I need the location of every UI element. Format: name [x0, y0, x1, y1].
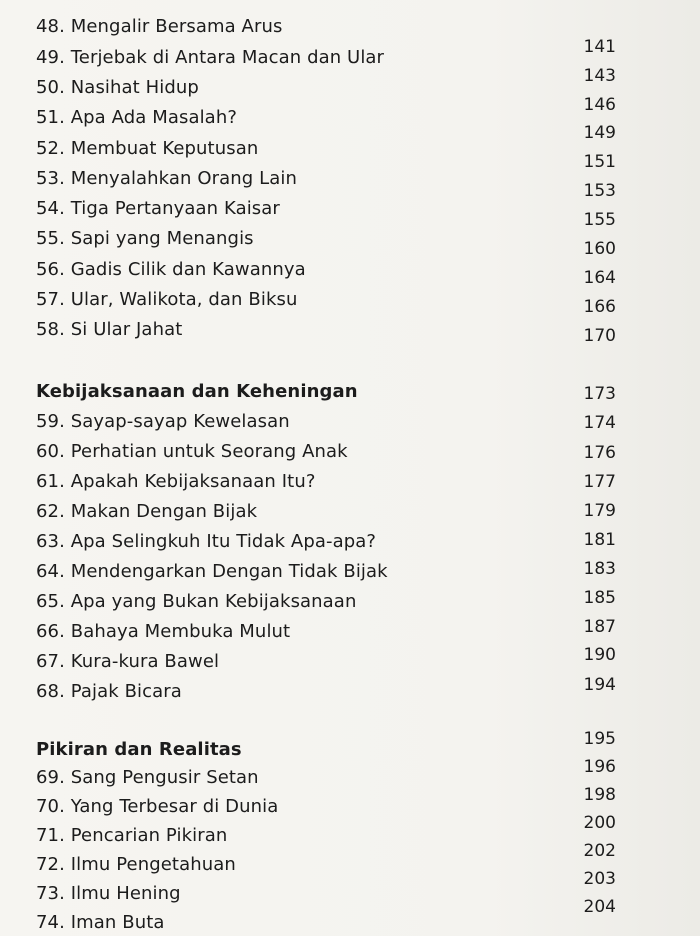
page-number: 204	[583, 897, 616, 917]
page-number: 177	[583, 472, 616, 492]
toc-entry: 74. Iman Buta	[36, 912, 165, 933]
page-number: 153	[583, 181, 616, 201]
page-number: 203	[583, 869, 616, 889]
page-number: 141	[583, 37, 616, 57]
section-heading: Pikiran dan Realitas	[36, 739, 242, 760]
toc-entry: 68. Pajak Bicara	[36, 681, 182, 702]
toc-entry: 55. Sapi yang Menangis	[36, 228, 254, 249]
toc-entry: 53. Menyalahkan Orang Lain	[36, 168, 297, 189]
page-number: 187	[583, 617, 616, 637]
page-number: 195	[583, 729, 616, 749]
page-number: 190	[583, 645, 616, 665]
page-number: 200	[583, 813, 616, 833]
toc-entry: 49. Terjebak di Antara Macan dan Ular	[36, 47, 385, 68]
toc-entry: 71. Pencarian Pikiran	[36, 825, 228, 846]
page-number: 173	[583, 384, 616, 404]
page-number: 185	[583, 588, 616, 608]
toc-entry: 61. Apakah Kebijaksanaan Itu?	[36, 471, 316, 492]
page-number: 160	[583, 239, 616, 259]
toc-entry: 58. Si Ular Jahat	[36, 319, 183, 340]
toc-entry: 50. Nasihat Hidup	[36, 77, 199, 98]
toc-entry: 54. Tiga Pertanyaan Kaisar	[36, 198, 280, 219]
toc-entry: 51. Apa Ada Masalah?	[36, 107, 237, 128]
toc-entry: 73. Ilmu Hening	[36, 883, 181, 904]
toc-entry: 56. Gadis Cilik dan Kawannya	[36, 259, 306, 280]
page-number: 155	[583, 210, 616, 230]
page-number: 183	[583, 559, 616, 579]
page-number: 174	[583, 413, 616, 433]
toc-entry: 66. Bahaya Membuka Mulut	[36, 621, 291, 642]
toc-entry: 52. Membuat Keputusan	[36, 138, 259, 159]
toc-entry: 67. Kura-kura Bawel	[36, 651, 220, 672]
page-number: 149	[583, 123, 616, 143]
toc-entry: 63. Apa Selingkuh Itu Tidak Apa-apa?	[36, 531, 377, 552]
toc-entry: 69. Sang Pengusir Setan	[36, 767, 259, 788]
section-heading: Kebijaksanaan dan Keheningan	[36, 381, 358, 402]
toc-entry: 64. Mendengarkan Dengan Tidak Bijak	[36, 561, 388, 582]
toc-entry: 59. Sayap-sayap Kewelasan	[36, 411, 290, 432]
page-number: 170	[583, 326, 616, 346]
page-number: 146	[583, 95, 616, 115]
toc-entry: 72. Ilmu Pengetahuan	[36, 854, 236, 875]
page-number: 194	[583, 675, 616, 695]
page-number: 143	[583, 66, 616, 86]
page-number: 176	[583, 443, 616, 463]
toc-entry: 48. Mengalir Bersama Arus	[36, 16, 283, 37]
toc-entry: 65. Apa yang Bukan Kebijaksanaan	[36, 591, 357, 612]
toc-entry: 70. Yang Terbesar di Dunia	[36, 796, 279, 817]
page-number: 151	[583, 152, 616, 172]
page-number: 164	[583, 268, 616, 288]
page-number: 181	[583, 530, 616, 550]
page-number: 198	[583, 785, 616, 805]
page-number: 202	[583, 841, 616, 861]
toc-entry: 62. Makan Dengan Bijak	[36, 501, 258, 522]
page-number: 166	[583, 297, 616, 317]
toc-entry: 57. Ular, Walikota, dan Biksu	[36, 289, 298, 310]
page-number: 179	[583, 501, 616, 521]
toc-entry: 60. Perhatian untuk Seorang Anak	[36, 441, 348, 462]
page-number: 196	[583, 757, 616, 777]
